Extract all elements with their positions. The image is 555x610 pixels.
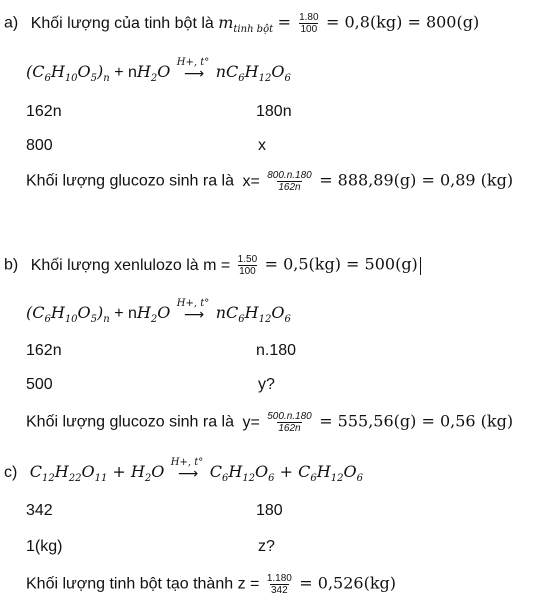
- part-a-row1-left: 162n: [26, 103, 62, 120]
- part-b-label: b): [4, 256, 19, 274]
- part-b-row1-right: n.180: [256, 342, 297, 359]
- reaction-arrow-icon: H+, t° ⟶: [176, 57, 210, 82]
- part-a-final-fraction: $\frac{800.n.180}{162n}$: [267, 170, 312, 193]
- part-c-final-fraction: $\frac{1.180}{342}$: [266, 573, 292, 596]
- part-a-row2-left: 800: [26, 137, 53, 154]
- part-c-row1-right: 180: [256, 502, 283, 519]
- part-a-row2-right: x: [258, 137, 266, 154]
- part-c-final-text: Khối lượng tinh bột tạo thành z =: [26, 575, 260, 593]
- part-a-fraction: $\frac{1.80}{100}$: [299, 12, 319, 35]
- part-c-equation: [4, 457, 363, 485]
- part-c-row2-right: z?: [258, 538, 275, 555]
- part-a-product: $nC_6H_{12}O_6$: [215, 62, 291, 85]
- part-a-mass-symbol: $m_{tinh bột}$: [218, 12, 274, 35]
- part-a-final: Khối lượng glucozo sinh ra là x= $\frac{800.n.180}{162n}$ = 888,89(g) = 0,89 (kg): [26, 170, 514, 193]
- part-a-equation: [26, 57, 291, 85]
- part-c-products: $C_6H_{12}O_6 + C_6H_{12}O_6$: [209, 462, 363, 485]
- part-a-final-text: Khối lượng glucozo sinh ra là: [26, 172, 234, 190]
- part-c-final: [26, 573, 396, 596]
- part-a-reactant: $(C_6H_{10}O_5)_n$: [26, 62, 110, 85]
- part-a-row1-right: 180n: [256, 103, 292, 120]
- part-b-reactant: $(C_6H_{10}O_5)_n$: [26, 303, 110, 326]
- part-b-product: $nC_6H_{12}O_6$: [215, 303, 291, 326]
- part-b-result: = 0,5(kg) = 500(g): [264, 254, 418, 274]
- part-c-row1-left: 342: [26, 502, 53, 519]
- part-a-final-result: = 888,89(g) = 0,89 (kg): [319, 170, 514, 190]
- part-c-reactant: $C_{12}H_{22}O_{11} + H_2O$: [29, 462, 165, 485]
- part-a-water: + $nH_2O$: [114, 62, 171, 85]
- part-b-text: Khối lượng xenlulozo là m =: [30, 256, 231, 274]
- part-a-label: a): [4, 14, 19, 32]
- part-b-equation: [26, 298, 291, 326]
- reaction-arrow-icon: H+, t° ⟶: [170, 457, 204, 482]
- part-b-water: + $nH_2O$: [114, 303, 171, 326]
- part-b-final-text: Khối lượng glucozo sinh ra là: [26, 413, 234, 431]
- part-b-fraction: $\frac{1.50}{100}$: [237, 254, 258, 277]
- part-c-final-result: = 0,526(kg): [299, 573, 397, 593]
- part-a-heading: a) Khối lượng của tinh bột là $m_{tinh bột}$ = $\frac{1.80}{100}$ = 0,8(kg) = 800(g): [4, 12, 480, 35]
- part-b-row1-left: 162n: [26, 342, 62, 359]
- part-b-final: Khối lượng glucozo sinh ra là y= $\frac{500.n.180}{162n}$ = 555,56(g) = 0,56 (kg): [26, 411, 514, 434]
- reaction-arrow-icon: H+, t° ⟶: [176, 298, 210, 323]
- part-b-row2-right: y?: [258, 376, 275, 393]
- part-b-row2-left: 500: [26, 376, 53, 393]
- text-cursor: [420, 257, 421, 275]
- part-b-final-result: = 555,56(g) = 0,56 (kg): [319, 411, 514, 431]
- part-b-final-fraction: $\frac{500.n.180}{162n}$: [267, 411, 312, 434]
- part-c-row2-left: 1(kg): [26, 538, 63, 555]
- part-b-heading: [4, 254, 421, 277]
- part-a-text: Khối lượng của tinh bột là: [30, 14, 214, 32]
- part-a-result: = 0,8(kg) = 800(g): [326, 12, 480, 32]
- part-c-label: c): [4, 464, 18, 482]
